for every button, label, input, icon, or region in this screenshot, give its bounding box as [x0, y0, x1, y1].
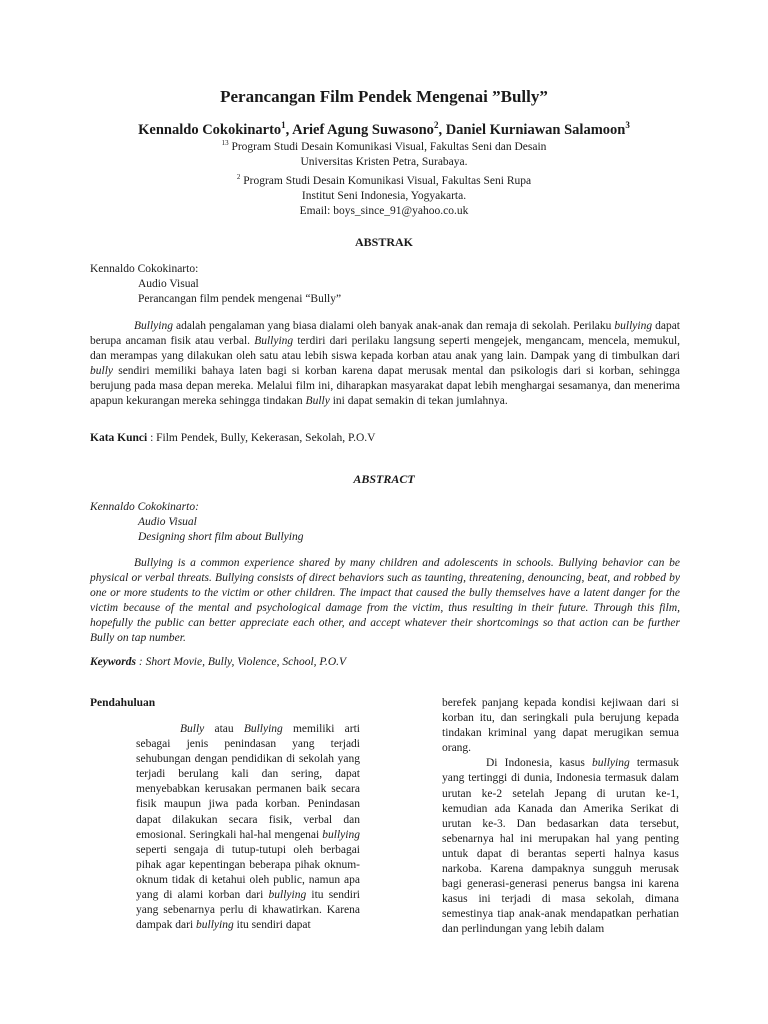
keywords-text: : Film Pendek, Bully, Kekerasan, Sekolah, P.O.V: [147, 432, 376, 444]
affiliation-line: [0, 136, 768, 155]
abstract-body: Bullying is a common experience shared by many children and adolescents in schools. Bullying behavior can be physical or verbal threats. Bullying consists of direct behaviors such as taunting, threatening, denouncing, beat, and robbed by one or more students to the victim or other children. The impact that caused the bully themselves have a latent danger for the victim because of the mental and psychological damage from the victim, thus resulting in their future. Through this film, hopefully the public can better appreciate each other, and accept whatever their shortcomings so that action can be further Bully on tap number.: [90, 557, 680, 644]
abstrak-author: Kennaldo Cokokinarto:: [90, 263, 199, 275]
abstract-topic: Designing short film about Bullying: [138, 531, 304, 543]
affiliation-sup: 2: [236, 172, 241, 181]
abstract-author: Kennaldo Cokokinarto:: [90, 501, 199, 513]
body-text: seperti sengaja di tutup-tutupi oleh berbagai pihak agar kepentingan beberapa pihak oknum-oknum tidak di ketahui oleh public, namun apa yang di alami korban dari: [136, 843, 360, 902]
italic-term: bullying: [196, 919, 234, 932]
paper-title: Perancangan Film Pendek Mengenai ”Bully”: [220, 87, 548, 106]
affiliation-line: Institut Seni Indonesia, Yogyakarta.: [301, 189, 467, 202]
italic-term: Bullying: [134, 320, 173, 332]
right-column: [442, 696, 679, 938]
author-sup: 3: [625, 120, 630, 130]
body-text: ini dapat semakin di tekan jumlahnya.: [329, 395, 508, 407]
section-heading: Pendahuluan: [90, 697, 156, 709]
body-text: Di Indonesia, kasus: [486, 757, 593, 770]
abstrak-field: Audio Visual: [138, 278, 199, 290]
italic-term: Bullying: [243, 723, 283, 735]
body-text: terdiri dari perilaku langsung seperti mengejek, mengancam, mencela, memukul, dan merampas yang dilakukan oleh satu atau lebih siswa kepada korban atau anak yang lain. Dampak yang di timbulkan dari: [90, 335, 681, 362]
italic-term: bullying: [268, 889, 307, 902]
body-text: memiliki arti sebagai jenis penindasan yang terjadi sehubungan dengan pendidikan di sekolah yang terjadi berulang kali dan sering, dapat menyebabkan kerusakan permanen baik secara fisik maupun jiwa pada korban. Penindasan dapat dilakukan secara fisik, verbal dan emosional. Seringkali hal-hal mengenai: [136, 723, 360, 841]
paragraph: [442, 756, 679, 937]
italic-term: bullying: [614, 320, 653, 332]
body-text: itu sendiri dapat: [233, 919, 311, 932]
italic-term: bullying: [322, 828, 360, 841]
left-column: [136, 722, 360, 933]
abstrak-keywords: [90, 431, 375, 446]
affiliation-line: Universitas Kristen Petra, Surabaya.: [300, 155, 468, 168]
abstrak-body: [90, 319, 680, 409]
body-text: adalah pengalaman yang biasa dialami oleh banyak anak-anak dan remaja di sekolah. Perilaku: [172, 320, 615, 332]
author-name: Arief Agung Suwasono: [292, 121, 434, 138]
abstract-heading: ABSTRACT: [353, 472, 415, 486]
affiliation-line: [0, 170, 768, 189]
author-separator: ,: [438, 121, 446, 138]
keywords-label: Kata Kunci: [90, 432, 148, 444]
paragraph: [136, 722, 360, 933]
abstrak-topic: Perancangan film pendek mengenai “Bully”: [138, 293, 342, 305]
body-text: sendiri memiliki bahaya laten bagi si korban karena dapat merusak mental dan psikologis dari si korban, sehingga berujung pada masa depan mereka. Melalui film ini, diharapkan masyarakat dapat lebih menghargai sesamanya, dan menerima apapun kekurangan mereka sehingga tindakan: [90, 365, 680, 407]
author-name: Kennaldo Cokokinarto: [138, 121, 282, 138]
keywords-text: : Short Movie, Bully, Violence, School, P.O.V: [136, 656, 347, 668]
affiliation-text: Program Studi Desain Komunikasi Visual, Fakultas Seni dan Desain: [231, 140, 547, 153]
body-text: termasuk yang tertinggi di dunia, Indonesia termasuk dalam urutan ke-2 setelah Jepang di urutan ke-1, kemudian ada Kanada dan Amerika Serikat di urutan ke-3. Dan bedasarkan data tersebut, sebenarnya hal ini merupakan hal yang penting untuk dapat di berantas seperti halnya kasus narkoba. Karena dampaknya sungguh merusak bagi generasi-generasi penerus bangsa ini karena kasus ini terjadi di masa sekolah, dimana semestinya tiap anak-anak mendapatkan perhatian dan perlindungan yang lebih dalam: [442, 757, 679, 936]
affiliation-sup: 13: [221, 139, 229, 147]
body-text: dapat berupa ancaman fisik atau verbal.: [90, 320, 680, 347]
email-line: Email: boys_since_91@yahoo.co.uk: [299, 204, 469, 217]
keywords-label: Keywords: [90, 656, 136, 668]
italic-term: Bully: [180, 723, 205, 735]
affiliation-text: Program Studi Desain Komunikasi Visual, Fakultas Seni Rupa: [243, 174, 532, 187]
italic-term: bullying: [592, 757, 630, 770]
italic-term: Bullying: [254, 335, 294, 347]
body-text: atau: [204, 723, 244, 735]
author-sup: 1: [281, 120, 286, 130]
paragraph: berefek panjang kepada kondisi kejiwaan dari si korban itu, dan seringkali pula berujung kepada tindakan kriminal yang dapat merugikan semua orang.: [442, 697, 679, 755]
author-sup: 2: [433, 120, 439, 130]
author-separator: ,: [285, 121, 293, 138]
abstrak-heading: ABSTRAK: [354, 235, 413, 249]
abstract-field: Audio Visual: [138, 516, 197, 528]
abstract-keywords: [90, 655, 346, 670]
affiliation-block: [0, 136, 768, 219]
author-name: Daniel Kurniawan Salamoon: [445, 121, 626, 138]
body-text: itu sendiri yang sebenarnya perlu di khawatirkan. Karena dampak dari: [136, 889, 360, 932]
italic-term: bully: [90, 365, 113, 377]
italic-term: Bully: [305, 395, 330, 407]
